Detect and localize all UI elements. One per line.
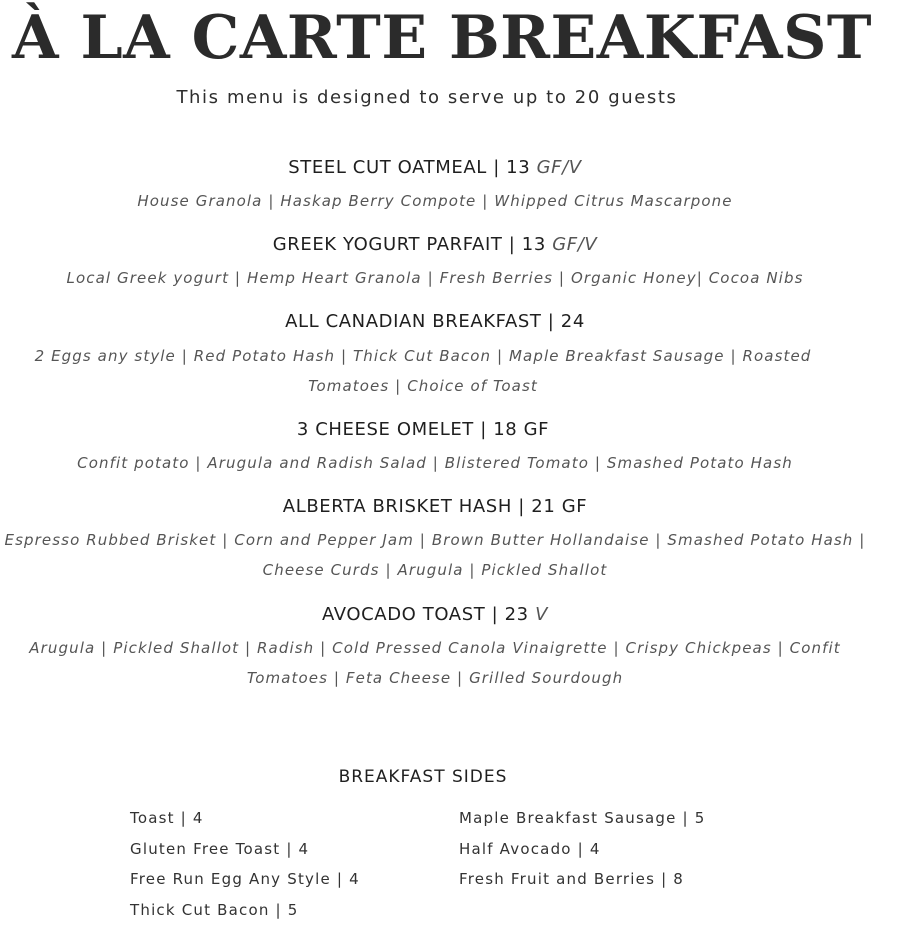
side-item: Fresh Fruit and Berries | 8 [459, 870, 685, 888]
page-subtitle: This menu is designed to serve up to 20 guests [176, 87, 678, 108]
menu-item-name: ALBERTA BRISKET HASH | 21 GF [282, 496, 588, 517]
menu-item-title [0, 156, 870, 180]
side-item: Gluten Free Toast | 4 [130, 839, 310, 858]
menu-item-description: Local Greek yogurt | Hemp Heart Granola | Fresh Berries | Organic Honey| Cocoa Nibs [66, 269, 804, 287]
sides-list-right [459, 803, 706, 895]
menu-item-description: House Granola | Haskap Berry Compote | Whipped Citrus Mascarpone [137, 192, 733, 210]
menu-item-name: AVOCADO TOAST | 23 [321, 604, 529, 625]
side-item: Toast | 4 [130, 809, 204, 827]
menu-item-title [0, 495, 870, 519]
sides-title: BREAKFAST SIDES [338, 767, 508, 787]
page-title: À LA CARTE BREAKFAST [12, 3, 873, 73]
menu-item-title [0, 418, 846, 442]
sides-list-left [130, 803, 360, 925]
menu-item-description: Arugula | Pickled Shallot | Radish | Cold Pressed Canola Vinaigrette | Crispy Chickpeas | Confit Tomatoes | Feta Cheese | Grilled Sourdough [29, 639, 841, 687]
menu-item-description: Espresso Rubbed Brisket | Corn and Pepper Jam | Brown Butter Hollandaise | Smashed Potato Hash | Cheese Curds | Arugula | Pickled Shallot [4, 531, 866, 579]
side-item: Maple Breakfast Sausage | 5 [459, 809, 706, 827]
side-item: Free Run Egg Any Style | 4 [130, 870, 360, 888]
dietary-tag: GF/V [536, 157, 582, 178]
menu-item-name: GREEK YOGURT PARFAIT | 13 [272, 234, 546, 255]
menu-item-title [0, 603, 870, 627]
side-item: Thick Cut Bacon | 5 [130, 900, 299, 919]
menu-item-name: 3 CHEESE OMELET | 18 GF [296, 419, 550, 440]
menu-item-title [0, 310, 870, 334]
menu-item-description: 2 Eggs any style | Red Potato Hash | Thick Cut Bacon | Maple Breakfast Sausage | Roasted Tomatoes | Choice of Toast [34, 347, 812, 395]
side-item: Half Avocado | 4 [459, 839, 601, 858]
menu-item-title [0, 233, 870, 257]
menu-item-name: STEEL CUT OATMEAL | 13 [288, 157, 531, 178]
dietary-tag: V [535, 604, 548, 625]
dietary-tag: GF/V [552, 234, 598, 255]
menu-item-description: Confit potato | Arugula and Radish Salad | Blistered Tomato | Smashed Potato Hash [77, 454, 793, 472]
menu-item-name: ALL CANADIAN BREAKFAST | 24 [285, 311, 585, 332]
